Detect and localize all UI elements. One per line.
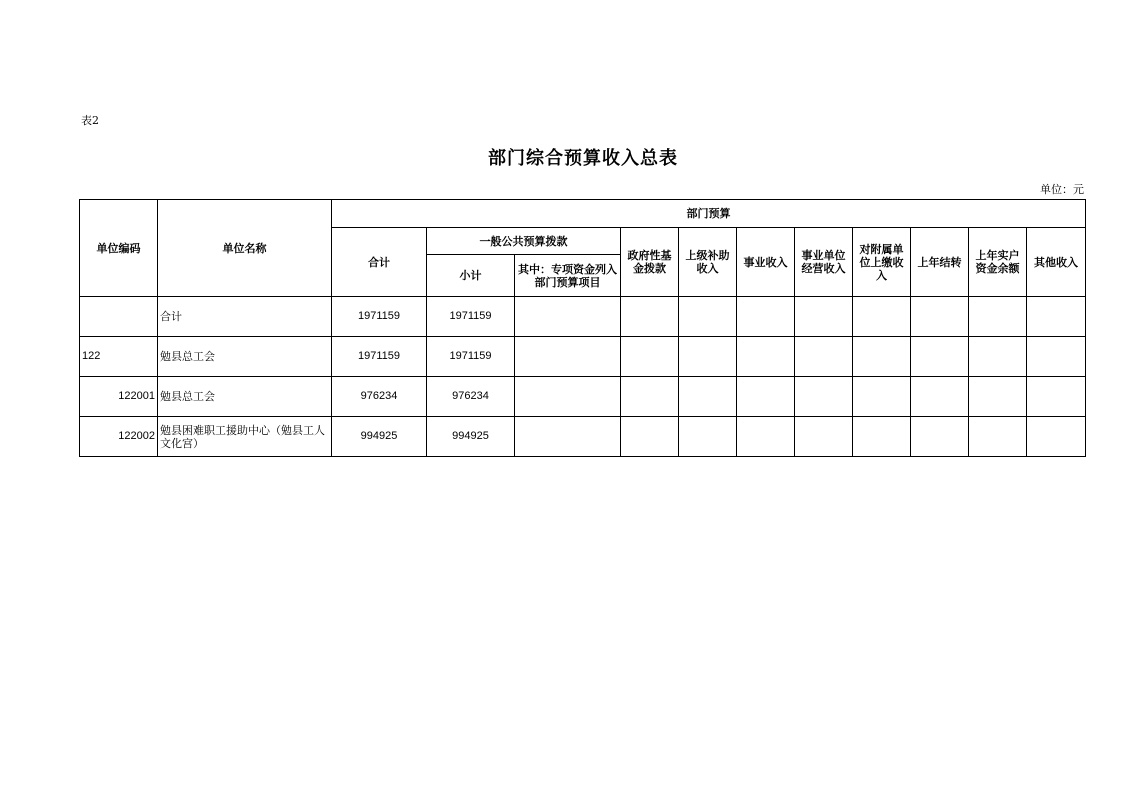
cell-total: 1971159 xyxy=(332,297,427,337)
cell-total: 1971159 xyxy=(332,337,427,377)
header-last-year-balance: 上年实户资金余额 xyxy=(969,228,1027,297)
cell-upper-subsidy xyxy=(679,297,737,337)
cell-code xyxy=(80,297,158,337)
header-dept-budget: 部门预算 xyxy=(332,200,1086,228)
cell-upper-subsidy xyxy=(679,377,737,417)
cell-other-income xyxy=(1027,337,1086,377)
header-other-income: 其他收入 xyxy=(1027,228,1086,297)
cell-upper-subsidy xyxy=(679,417,737,457)
cell-subordinate-remit xyxy=(853,337,911,377)
table-row xyxy=(80,417,1086,457)
header-general-public-budget: 一般公共预算拨款 xyxy=(427,228,621,255)
cell-total: 994925 xyxy=(332,417,427,457)
cell-name: 勉县总工会 xyxy=(158,377,332,417)
budget-income-table xyxy=(79,199,1086,457)
cell-last-year-balance xyxy=(969,337,1027,377)
cell-gov-fund xyxy=(621,377,679,417)
cell-subordinate-remit xyxy=(853,377,911,417)
cell-upper-subsidy xyxy=(679,337,737,377)
cell-special-fund xyxy=(515,377,621,417)
cell-name: 勉县总工会 xyxy=(158,337,332,377)
header-business-unit-operating: 事业单位经营收入 xyxy=(795,228,853,297)
cell-last-year-carryover xyxy=(911,417,969,457)
cell-special-fund xyxy=(515,337,621,377)
cell-special-fund xyxy=(515,297,621,337)
table-row xyxy=(80,337,1086,377)
cell-subordinate-remit xyxy=(853,417,911,457)
cell-business-unit-operating xyxy=(795,377,853,417)
cell-business-income xyxy=(737,297,795,337)
cell-gov-fund xyxy=(621,297,679,337)
table-row xyxy=(80,297,1086,337)
cell-other-income xyxy=(1027,417,1086,457)
header-business-income: 事业收入 xyxy=(737,228,795,297)
header-subtotal: 小计 xyxy=(427,255,515,297)
cell-last-year-balance xyxy=(969,297,1027,337)
cell-business-unit-operating xyxy=(795,297,853,337)
cell-special-fund xyxy=(515,417,621,457)
cell-total: 976234 xyxy=(332,377,427,417)
header-total: 合计 xyxy=(332,228,427,297)
cell-business-unit-operating xyxy=(795,337,853,377)
table-row xyxy=(80,377,1086,417)
cell-subtotal: 976234 xyxy=(427,377,515,417)
header-unit-name: 单位名称 xyxy=(158,200,332,297)
cell-code: 122002 xyxy=(80,417,158,457)
header-unit-code: 单位编码 xyxy=(80,200,158,297)
cell-name: 勉县困难职工援助中心（勉县工人文化宫） xyxy=(158,417,332,457)
header-subordinate-remit: 对附属单位上缴收入 xyxy=(853,228,911,297)
cell-last-year-carryover xyxy=(911,377,969,417)
page-title: 部门综合预算收入总表 xyxy=(488,148,678,169)
table-number-label: 表2 xyxy=(81,114,99,127)
cell-business-income xyxy=(737,337,795,377)
cell-gov-fund xyxy=(621,417,679,457)
cell-name: 合计 xyxy=(158,297,332,337)
cell-gov-fund xyxy=(621,337,679,377)
cell-other-income xyxy=(1027,297,1086,337)
cell-business-income xyxy=(737,417,795,457)
cell-subtotal: 1971159 xyxy=(427,297,515,337)
header-gov-fund: 政府性基金拨款 xyxy=(621,228,679,297)
cell-code: 122 xyxy=(80,337,158,377)
cell-business-unit-operating xyxy=(795,417,853,457)
cell-business-income xyxy=(737,377,795,417)
cell-last-year-balance xyxy=(969,377,1027,417)
cell-code: 122001 xyxy=(80,377,158,417)
cell-subordinate-remit xyxy=(853,297,911,337)
header-upper-subsidy: 上级补助收入 xyxy=(679,228,737,297)
cell-subtotal: 994925 xyxy=(427,417,515,457)
header-last-year-carryover: 上年结转 xyxy=(911,228,969,297)
cell-last-year-carryover xyxy=(911,337,969,377)
cell-other-income xyxy=(1027,377,1086,417)
cell-last-year-balance xyxy=(969,417,1027,457)
header-special-fund: 其中：专项资金列入部门预算项目 xyxy=(515,255,621,297)
cell-subtotal: 1971159 xyxy=(427,337,515,377)
cell-last-year-carryover xyxy=(911,297,969,337)
unit-label: 单位：元 xyxy=(1040,183,1084,196)
